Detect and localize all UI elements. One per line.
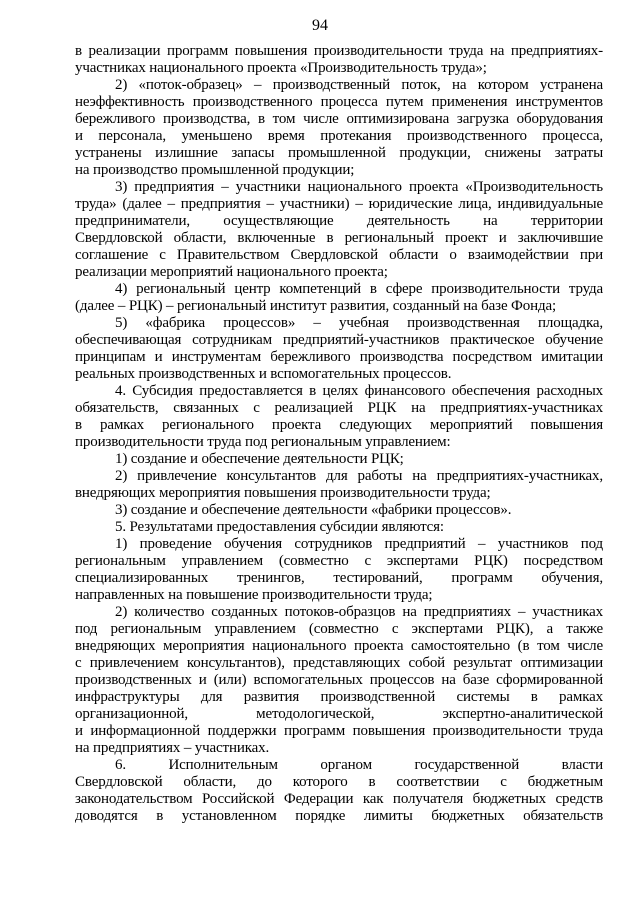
paragraph [75, 179, 603, 281]
paragraph [75, 604, 603, 757]
text-line: 3) создание и обеспечение деятельности «фабрики процессов». [115, 502, 512, 518]
paragraph [75, 519, 603, 536]
text-line: 5) «фабрика процессов» – учебная производственная площадка, [115, 315, 603, 331]
text-line: внедряющих мероприятия повышения производительности труда; [75, 485, 491, 501]
text-line: 4) региональный центр компетенций в сфере производительности труда [115, 281, 603, 297]
text-line: 1) проведение обучения сотрудников предприятий – участников под [115, 536, 603, 552]
text-line: производительности труда под региональным управлением: [75, 434, 451, 450]
text-line: внедряющих мероприятия национального проекта самостоятельно (в том числе [75, 638, 603, 654]
text-line: соглашение с Правительством Свердловской области о взаимодействии при [75, 247, 603, 263]
text-line: региональным управлением (совместно с экспертами РЦК) посредством [75, 553, 603, 569]
text-line: устранены излишние запасы промышленной продукции, снижены затраты [75, 145, 603, 161]
text-line: на производство промышленной продукции; [75, 162, 355, 178]
text-line: участниках национального проекта «Производительность труда»; [75, 60, 487, 76]
paragraph [75, 43, 603, 77]
paragraph [75, 315, 603, 383]
text-line: под региональным управлением (совместно с экспертами РЦК), а также [75, 621, 603, 637]
text-line: 2) «поток-образец» – производственный поток, на котором устранена [115, 77, 603, 93]
text-line: 6. Исполнительным органом государственной власти [115, 757, 603, 773]
text-line: 4. Субсидия предоставляется в целях финансового обеспечения расходных [115, 383, 603, 399]
text-line: доводятся в установленном порядке лимиты бюджетных обязательств [75, 808, 603, 824]
text-line: обязательств, связанных с реализацией РЦК на предприятиях-участниках [75, 400, 603, 416]
paragraph [75, 451, 603, 468]
text-line: в реализации программ повышения производительности труда на предприятиях- [75, 43, 603, 59]
paragraph [75, 77, 603, 179]
text-line: организационной, методологической, экспертно-аналитической [75, 706, 603, 722]
text-line: направленных на повышение производительности труда; [75, 587, 433, 603]
paragraph [75, 757, 603, 825]
text-line: принципам и инструментам бережливого производства посредством имитации [75, 349, 603, 365]
text-line: предприниматели, осуществляющие деятельность на территории [75, 213, 603, 229]
text-line: (далее – РЦК) – региональный институт развития, созданный на базе Фонда; [75, 298, 556, 314]
text-line: и информационной поддержки программ повышения производительности труда [75, 723, 603, 739]
text-line: бережливого производства, в том числе оптимизирована загрузка оборудования [75, 111, 603, 127]
paragraph [75, 281, 603, 315]
text-line: законодательством Российской Федерации как получателя бюджетных средств [75, 791, 603, 807]
text-line: с привлечением консультантов), представляющих собой результат оптимизации [75, 655, 603, 671]
text-line: специализированных тренингов, тестирований, программ обучения, [75, 570, 603, 586]
paragraph [75, 383, 603, 451]
paragraph [75, 536, 603, 604]
text-line: 3) предприятия – участники национального проекта «Производительность [115, 179, 603, 195]
paragraph [75, 468, 603, 502]
text-line: инфраструктуры для развития производственной системы в рамках [75, 689, 603, 705]
text-line: труда» (далее – предприятия – участники) – юридические лица, индивидуальные [75, 196, 603, 212]
text-line: 1) создание и обеспечение деятельности РЦК; [115, 451, 404, 467]
body-text [75, 43, 603, 825]
text-line: Свердловской области, включенные в региональный проект и заключившие [75, 230, 603, 246]
paragraph [75, 502, 603, 519]
text-line: на предприятиях – участниках. [75, 740, 270, 756]
text-line: и персонала, уменьшено время протекания производственного процесса, [75, 128, 603, 144]
text-line: неэффективность производственного процесса путем применения инструментов [75, 94, 603, 110]
text-line: 5. Результатами предоставления субсидии являются: [115, 519, 444, 535]
page-number: 94 [312, 17, 328, 34]
text-line: в рамках регионального проекта следующих мероприятий повышения [75, 417, 603, 433]
text-line: реальных производственных и вспомогательных процессов. [75, 366, 452, 382]
text-line: производственных и (или) вспомогательных процессов на базе сформированной [75, 672, 603, 688]
text-line: реализации мероприятий национального проекта; [75, 264, 388, 280]
text-line: 2) количество созданных потоков-образцов на предприятиях – участниках [115, 604, 603, 620]
text-line: 2) привлечение консультантов для работы на предприятиях-участниках, [115, 468, 603, 484]
text-line: Свердловской области, до которого в соответствии с бюджетным [75, 774, 603, 790]
text-line: обеспечивающая сотрудникам предприятий-участников практическое обучение [75, 332, 603, 348]
